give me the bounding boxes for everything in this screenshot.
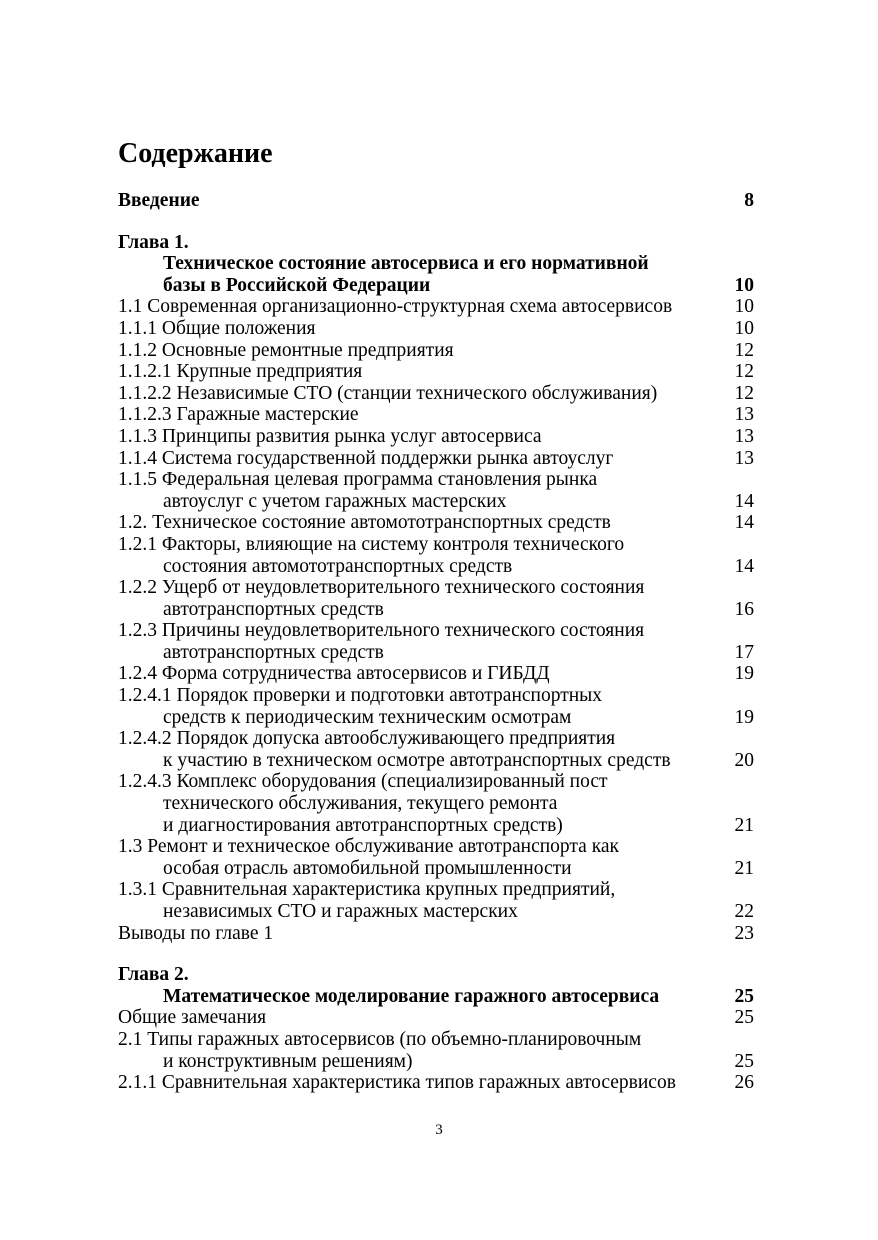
toc-entry	[118, 383, 754, 405]
toc-page-number: 13	[734, 447, 754, 469]
toc-entry-line: 1.2.4.2 Порядок допуска автообслуживающего предприятия	[118, 728, 616, 750]
toc-page-number: 14	[734, 512, 754, 534]
toc-page-number: 12	[734, 361, 754, 383]
chapter-1-label: Глава 1.	[118, 231, 189, 253]
toc-entry	[118, 685, 754, 728]
toc-page-number: 20	[734, 749, 754, 771]
toc-page-number: 12	[734, 382, 754, 404]
table-of-contents	[118, 190, 754, 1094]
toc-entry-intro	[118, 190, 754, 212]
toc-page-number: 19	[734, 663, 754, 685]
toc-entry-line: 1.1.2.1 Крупные предприятия	[118, 361, 363, 383]
toc-page-number: 10	[734, 317, 754, 339]
toc-entry	[118, 340, 754, 362]
toc-entry-line: особая отрасль автомобильной промышленности	[163, 857, 572, 879]
toc-entry-label: Введение	[118, 190, 200, 211]
chapter-2-heading	[118, 986, 754, 1008]
toc-page-number: 16	[734, 598, 754, 620]
toc-page-number: 14	[734, 490, 754, 512]
toc-page-number: 12	[734, 339, 754, 361]
toc-page-number: 14	[734, 555, 754, 577]
chapter-heading-line: базы в Российской Федерации	[163, 274, 431, 296]
toc-entry-line: 1.1.3 Принципы развития рынка услуг автосервиса	[118, 425, 542, 447]
chapter-heading-line: Техническое состояние автосервиса и его нормативной	[163, 253, 649, 275]
toc-entry-line: технического обслуживания, текущего ремонта	[163, 793, 558, 815]
toc-page-number: 25	[734, 1050, 754, 1072]
toc-entry	[118, 923, 754, 945]
toc-entry-line: 1.2.2 Ущерб от неудовлетворительного технического состояния	[118, 577, 645, 599]
toc-entry-line: состояния автомототранспортных средств	[163, 555, 513, 577]
toc-entry-line: и конструктивным решениям)	[163, 1050, 413, 1072]
toc-entry-line: Общие замечания	[118, 1007, 267, 1029]
toc-entry	[118, 361, 754, 383]
toc-entry-line: 1.3.1 Сравнительная характеристика крупных предприятий,	[118, 879, 616, 901]
toc-entry-line: независимых СТО и гаражных мастерских	[163, 901, 518, 922]
toc-entry	[118, 512, 754, 534]
toc-entry-line: 1.2.3 Причины неудовлетворительного технического состояния	[118, 620, 645, 642]
toc-entry	[118, 1072, 754, 1094]
toc-page-number: 25	[734, 985, 754, 1007]
toc-page-number: 21	[734, 814, 754, 836]
toc-entry-line: 1.1.4 Система государственной поддержки рынка автоуслуг	[118, 447, 614, 469]
chapter-2-label: Глава 2.	[118, 964, 189, 986]
toc-entry-line: 1.2. Техническое состояние автомототранспортных средств	[118, 512, 611, 534]
toc-page-number: 13	[734, 404, 754, 426]
toc-entry	[118, 404, 754, 426]
toc-entry	[118, 836, 754, 879]
chapter-heading-line: Математическое моделирование гаражного автосервиса	[163, 985, 660, 1007]
toc-page-number: 10	[734, 296, 754, 318]
toc-entry	[118, 577, 754, 620]
toc-page-number: 8	[744, 190, 754, 211]
page-footer-number: 3	[435, 1122, 443, 1138]
toc-page-number: 25	[734, 1007, 754, 1029]
toc-entry	[118, 296, 754, 318]
toc-entry	[118, 1029, 754, 1072]
toc-page-number: 21	[734, 857, 754, 879]
toc-page-number: 13	[734, 425, 754, 447]
toc-entry-line: средств к периодическим техническим осмотрам	[163, 706, 572, 728]
toc-page-number: 17	[734, 641, 754, 663]
toc-entry-line: и диагностирования автотранспортных средств)	[163, 814, 563, 836]
toc-entry-line: 1.3 Ремонт и техническое обслуживание автотранспорта как	[118, 836, 620, 858]
toc-page-number: 19	[734, 706, 754, 728]
toc-entry-line: 1.1.2.3 Гаражные мастерские	[118, 404, 359, 426]
toc-entry	[118, 771, 754, 836]
toc-entry	[118, 620, 754, 663]
toc-entry	[118, 663, 754, 685]
toc-entry-line: 1.2.4 Форма сотрудничества автосервисов и ГИБДД	[118, 663, 550, 685]
toc-entry-line: 1.1.2 Основные ремонтные предприятия	[118, 339, 454, 361]
chapter-1-entries	[118, 296, 754, 944]
toc-entry-line: автоуслуг с учетом гаражных мастерских	[163, 490, 507, 512]
toc-entry-line: 1.2.1 Факторы, влияющие на систему контроля технического	[118, 533, 625, 555]
toc-page-number: 23	[734, 922, 754, 944]
toc-entry-line: к участию в техническом осмотре автотранспортных средств	[163, 749, 671, 771]
toc-entry-line: 1.1.2.2 Независимые СТО (станции технического обслуживания)	[118, 382, 658, 404]
toc-entry-line: 2.1.1 Сравнительная характеристика типов гаражных автосервисов	[118, 1072, 676, 1094]
chapter-2-entries	[118, 1007, 754, 1093]
toc-entry	[118, 448, 754, 470]
toc-entry-line: 1.1 Современная организационно-структурная схема автосервисов	[118, 296, 673, 318]
toc-entry	[118, 426, 754, 448]
page-title: Содержание	[118, 138, 273, 169]
toc-entry	[118, 728, 754, 771]
toc-entry	[118, 469, 754, 512]
toc-entry	[118, 318, 754, 340]
toc-page-number: 22	[734, 901, 754, 922]
toc-entry-line: автотранспортных средств	[163, 598, 384, 620]
toc-entry-line: Выводы по главе 1	[118, 922, 274, 944]
toc-page-number: 26	[734, 1072, 754, 1094]
toc-page-number: 10	[734, 274, 754, 296]
toc-entry-line: автотранспортных средств	[163, 641, 384, 663]
toc-entry	[118, 879, 754, 922]
toc-entry-line: 1.1.1 Общие положения	[118, 317, 316, 339]
toc-entry	[118, 1007, 754, 1029]
toc-entry-line: 2.1 Типы гаражных автосервисов (по объемно-планировочным	[118, 1028, 642, 1050]
toc-entry-line: 1.1.5 Федеральная целевая программа становления рынка	[118, 469, 598, 491]
toc-entry-line: 1.2.4.1 Порядок проверки и подготовки автотранспортных	[118, 685, 603, 707]
toc-entry-line: 1.2.4.3 Комплекс оборудования (специализированный пост	[118, 771, 608, 793]
toc-entry	[118, 534, 754, 577]
chapter-1-heading	[118, 253, 754, 296]
